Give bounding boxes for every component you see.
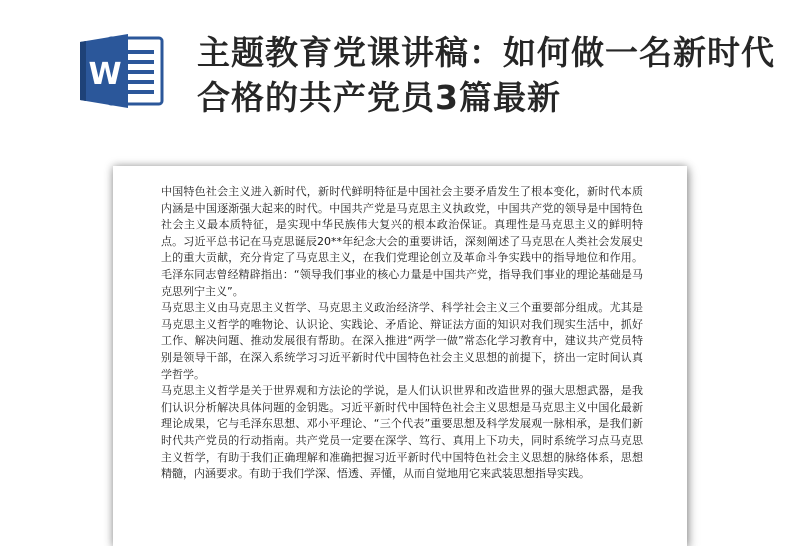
- paragraph-3: 马克思主义哲学是关于世界观和方法论的学说，是人们认识世界和改造世界的强大思想武器，是我们认识分析解决具体问题的金钥匙。习近平新时代中国特色社会主义思想是马克思主义中国化最新理论成果，它与毛泽东思想、邓小平理论、“三个代表”重要思想及科学发展观一脉相承，是我们新时代共产党员的行动指南。共产党员一定要在深学、笃行、真用上下功夫，同时系统学习点马克思主义哲学，有助于我们正确理解和准确把握习近平新时代中国特色社会主义思想的脉络体系，思想精髓，内涵要求。有助于我们学深、悟透、弄懂，从而自觉地用它来武装思想指导实践。: [161, 384, 643, 481]
- word-document-icon: [80, 32, 164, 110]
- header: [0, 0, 800, 160]
- word-icon-letter: W: [88, 57, 122, 92]
- document-body: [161, 184, 643, 483]
- paragraph-2: 马克思主义由马克思主义哲学、马克思主义政治经济学、科学社会主义三个重要部分组成。尤其是马克思主义哲学的唯物论、认识论、实践论、矛盾论、辩证法方面的知识对我们现实生活中，抓好工作、解决问题、推动发展很有帮助。在深入推进“两学一做”常态化学习教育中，建议共产党员特别是领导干部，在深入系统学习习近平新时代中国特色社会主义思想的前提下，挤出一定时间认真学哲学。: [161, 301, 643, 381]
- page-title: 主题教育党课讲稿：如何做一名新时代合格的共产党员3篇最新: [197, 33, 775, 117]
- paragraph-1: 中国特色社会主义进入新时代，新时代鲜明特征是中国社会主要矛盾发生了根本变化，新时代本质内涵是中国逐渐强大起来的时代。中国共产党是马克思主义执政党，中国共产党的领导是中国特色社会主义最本质特征，是实现中华民族伟大复兴的根本政治保证。真理性是马克思主义的鲜明特点。习近平总书记在马克思诞辰20**年纪念大会的重要讲话，深刻阐述了马克思在人类社会发展史上的重大贡献，充分肯定了马克思主义，在我们党理论创立及革命斗争实践中的指导地位和作用。毛泽东同志曾经精辟指出：“领导我们事业的核心力量是中国共产党，指导我们事业的理论基础是马克思列宁主义”。: [161, 185, 643, 298]
- document-page: [113, 166, 687, 546]
